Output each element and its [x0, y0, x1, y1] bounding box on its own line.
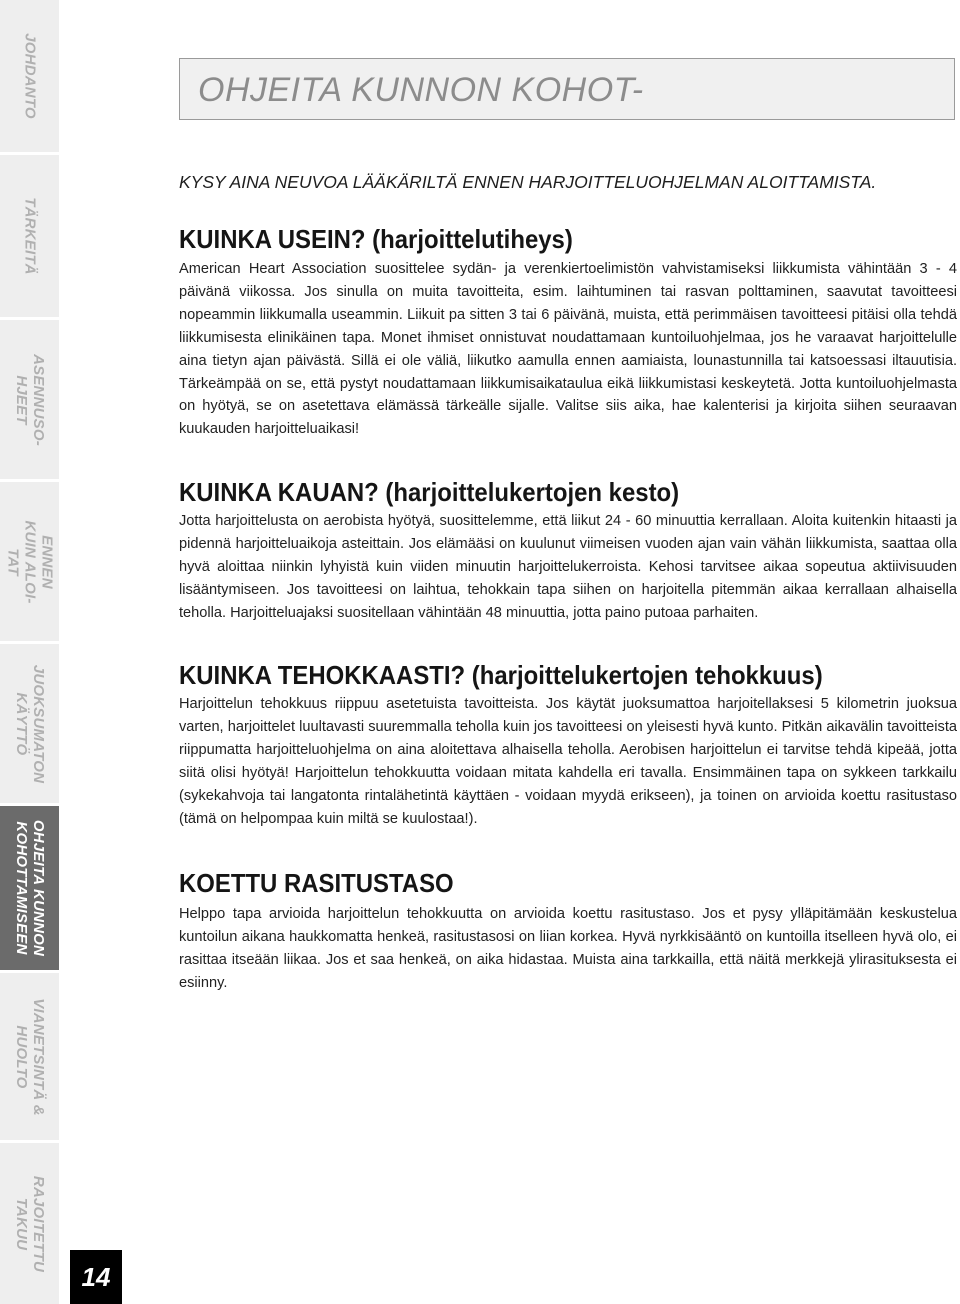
tab-juoksumaton-kaytto[interactable]	[0, 644, 59, 806]
tab-vianetsinta-huolto[interactable]	[0, 973, 59, 1143]
side-tab-column	[0, 0, 59, 1304]
tab-label: ASENNUSO- HJEET	[12, 353, 47, 446]
section-heading: KUINKA USEIN? (harjoittelutiheys)	[179, 224, 573, 254]
tab-label: ENNEN KUIN ALOI- TAT	[4, 519, 55, 604]
page-title-box	[179, 58, 955, 120]
section-body: Jotta harjoittelusta on aerobista hyötyä, suosittelemme, että liikut 24 - 60 minuuttia kerrallaan. Aloita kuitenkin hitaasti ja pidennä harjoitteluaikoja asteittain. Jos elämääsi on kuulunut viimeisen vuoden ajan vain vähän liikkumista, saattaa olla hyvä aloittaa niinkin lyhyistä kuin viiden minuutin harjoittelukerroista. Kehosi tarvitsee aikaa sopeutua aktiivisuuden lisääntymiseen. Jos tavoitteesi on laihtua, tehokkain tapa siihen on harjoitella pitemmän aikaa kerrallaan alhaisella teholla. Harjoitteluajaksi suositellaan vähintään 48 minuuttia, jotta paino putoaa parhaiten.	[179, 513, 957, 621]
tab-label: TÄRKEITÄ	[21, 197, 38, 275]
tab-asennusohjeet[interactable]	[0, 320, 59, 482]
tab-ohjeita-kunnon-kohottamiseen[interactable]	[0, 806, 59, 973]
tab-label: RAJOITETTU TAKUU	[12, 1175, 47, 1272]
tab-rajoitettu-takuu[interactable]	[0, 1143, 59, 1304]
tab-label: JUOKSUMATON KÄYTTÖ	[12, 664, 47, 783]
tab-ennen-kuin-aloitat[interactable]	[0, 482, 59, 644]
tab-label: VIANETSINTÄ & HUOLTO	[12, 997, 47, 1116]
section-heading: KOETTU RASITUSTASO	[179, 868, 454, 898]
page-number: 14	[70, 1250, 122, 1304]
page-title: OHJEITA KUNNON KOHOT-	[198, 71, 644, 109]
section-body: Harjoittelun tehokkuus riippuu asetetuista tavoitteista. Jos käytät juoksumattoa harjoitellaksesi 5 kilometrin juoksua varten, harjoittelet luultavasti suuremmalla teholla kuin jos tavoitteesi on yleisesti hyvä kunto. Pitkän aikavälin tavoitteista riippumatta harjoitteluohjelma on aina aloitettava alhaisella teholla. Aerobisen harjoittelun ei tarvitse tehdä kipeää, jotta siitä olisi hyötyä! Harjoittelun tehokkuutta voidaan mitata kahdella eri tavalla. Ensimmäinen tapa on sykkeen tarkkailu (sykekahvoja tai langatonta rintalähetintä käyttäen - voidaan myydä erikseen), ja toinen on arvioida koettu rasitustaso (tämä on helpompaa kuin miltä se kuulostaa!).	[179, 696, 957, 827]
section-body: Helppo tapa arvioida harjoittelun tehokkuutta on arvioida koettu rasitustaso. Jos et pysy ylläpitämään keskustelua kuntoilun aikana haukkomatta henkeä, rasitustasosi on liian korkea. Hyvä nyrkkisääntö on kuntoilla itselleen hyvä olo, ei rasittaa itseään liikaa. Jos et saa henkeä, on aika hidastaa. Muista aina tarkkailla, että näitä merkkejä ylirasituksesta ei esiinny.	[179, 906, 957, 991]
tab-tarkeita[interactable]	[0, 155, 59, 320]
warning-text: KYSY AINA NEUVOA LÄÄKÄRILTÄ ENNEN HARJOITTELUOHJELMAN ALOITTAMISTA.	[179, 172, 877, 192]
tab-label: OHJEITA KUNNON KOHOTTAMISEEN	[12, 819, 47, 957]
section-body: American Heart Association suosittelee sydän- ja verenkiertoelimistön vahvistamiseksi liikkumista vähintään 3 - 4 päivänä viikossa. Jos sinulla on muita tavoitteita, esim. laihtuminen tai rasvan polttaminen, saavutat tavoitteesi nopeammin liikkumalla useammin. Liikuit pa sitten 3 tai 6 päivänä, muista, että perimmäisen tavoitteesi pitäisi olla tehdä liikkumisesta elinikäinen tapa. Monet ihmiset onnistuvat noudattamaan kuntoiluohjelmaa, jos he varaavat harjoittelulle aina tietyn ajan päivästä. Sillä ei ole väliä, liikutko aamulla ennen aamiaista, lounastunnilla tai katsoessasi iltauutisia. Tärkeämpää on se, että pystyt noudattamaan liikkumisaikataulua eikä liikkumistasi keskeytetä. Jotta kuntoiluohjelmasta on hyötyä, se on asetettava elämässä tärkeälle sijalle. Valitse siis aika, hae kalenterisi ja kirjoita siihen seuraavan kuukauden harjoitteluaikasi!	[179, 261, 957, 438]
section-heading: KUINKA KAUAN? (harjoittelukertojen kesto)	[179, 477, 680, 507]
tab-label: JOHDANTO	[21, 33, 38, 119]
tab-johdanto[interactable]	[0, 0, 59, 155]
section-heading: KUINKA TEHOKKAASTI? (harjoittelukertojen tehokkuus)	[179, 660, 823, 690]
